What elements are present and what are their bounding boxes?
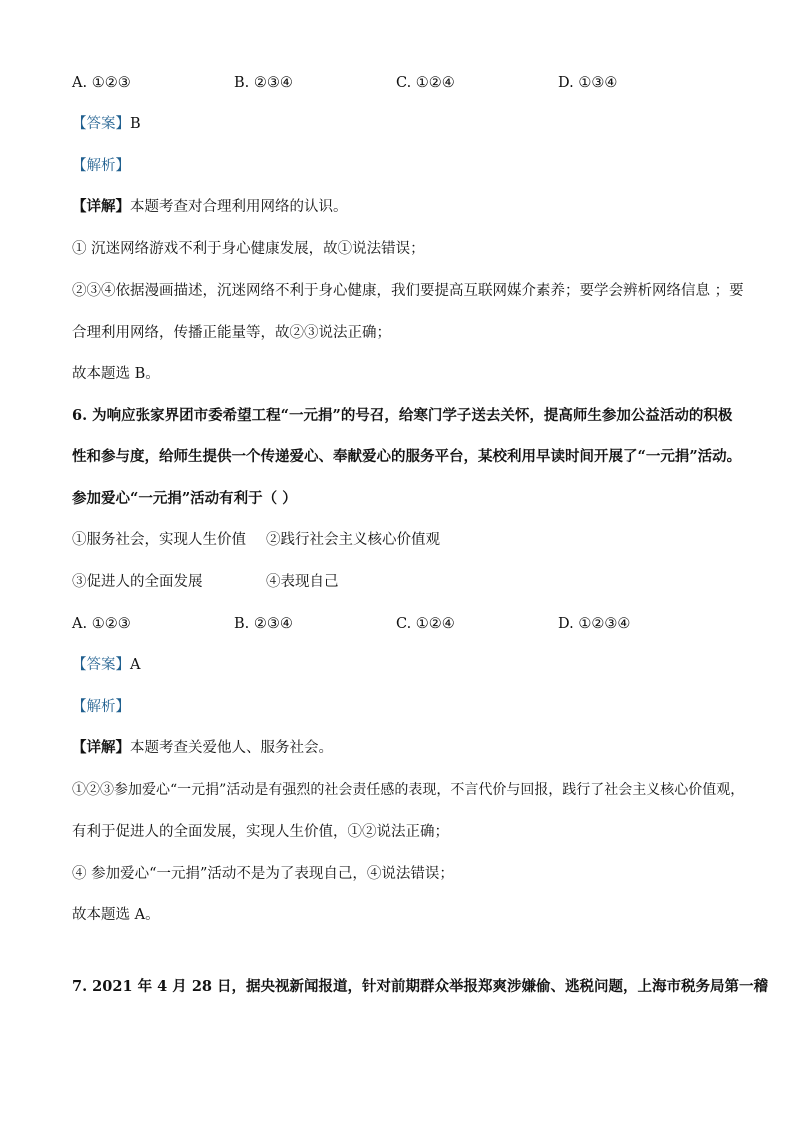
q6-detail-text: 本题考查关爱他人、服务社会。 <box>130 740 333 756</box>
q6-stem-line: 6. 为响应张家界团市委希望工程“一元捐”的号召，给寒门学子送去关怀，提高师生参加公益活动的积极 <box>72 407 733 424</box>
q5-conclusion: 故本题选 B。 <box>72 366 160 382</box>
q6-stem-line: 参加爱心“一元捐”活动有利于（ ） <box>72 490 297 507</box>
q5-option-d: D. ①③④ <box>558 75 618 91</box>
q5-detail-tag: 【详解】 <box>72 198 130 215</box>
q5-option-c: C. ①②④ <box>396 75 455 91</box>
q6-detail <box>72 738 333 758</box>
q5-answer <box>72 114 141 134</box>
q5-analysis-tag: 【解析】 <box>72 158 130 174</box>
q6-analysis-line: ①②③参加爱心“一元捐”活动是有强烈的社会责任感的表现，不言代价与回报，践行了社会主义核心价值观， <box>72 782 745 798</box>
q6-option-a: A. ①②③ <box>72 616 131 632</box>
q6-conclusion: 故本题选 A。 <box>72 907 160 923</box>
q5-detail <box>72 197 348 217</box>
q5-option-a: A. ①②③ <box>72 75 131 91</box>
q6-answer-value: A <box>130 657 141 673</box>
q6-statement-3: ③促进人的全面发展 <box>72 574 203 590</box>
q6-answer-tag: 【答案】 <box>72 657 130 673</box>
q5-option-b: B. ②③④ <box>234 75 293 91</box>
q5-answer-value: B <box>130 116 141 132</box>
q6-detail-tag: 【详解】 <box>72 739 130 756</box>
q6-statement-4: ④表现自己 <box>266 574 339 590</box>
q7-stem-line: 7. 2021 年 4 月 28 日，据央视新闻报道，针对前期群众举报郑爽涉嫌偷、逃税问题，上海市税务局第一稽 <box>72 978 769 995</box>
q6-option-c: C. ①②④ <box>396 616 455 632</box>
q6-option-d: D. ①②③④ <box>558 616 631 632</box>
q6-analysis-tag: 【解析】 <box>72 699 130 715</box>
q5-analysis-line: 合理利用网络，传播正能量等，故②③说法正确； <box>72 325 391 341</box>
q5-detail-text: 本题考查对合理利用网络的认识。 <box>130 199 348 215</box>
q6-analysis-line: ④ 参加爱心“一元捐”活动不是为了表现自己，④说法错误； <box>72 866 454 882</box>
q5-answer-tag: 【答案】 <box>72 116 130 132</box>
q6-answer <box>72 655 140 675</box>
q5-analysis-line: ① 沉迷网络游戏不利于身心健康发展，故①说法错误； <box>72 241 425 257</box>
q6-statement-2: ②践行社会主义核心价值观 <box>266 532 440 548</box>
q6-analysis-line: 有利于促进人的全面发展，实现人生价值，①②说法正确； <box>72 824 449 840</box>
q5-analysis-line: ②③④依据漫画描述，沉迷网络不利于身心健康，我们要提高互联网媒介素养；要学会辨析网络信息 ；要 <box>72 283 744 299</box>
q6-option-b: B. ②③④ <box>234 616 293 632</box>
q6-stem-line: 性和参与度，给师生提供一个传递爱心、奉献爱心的服务平台，某校利用早读时间开展了“一元捐”活动。 <box>72 448 742 465</box>
q6-statement-1: ①服务社会，实现人生价值 <box>72 532 246 548</box>
